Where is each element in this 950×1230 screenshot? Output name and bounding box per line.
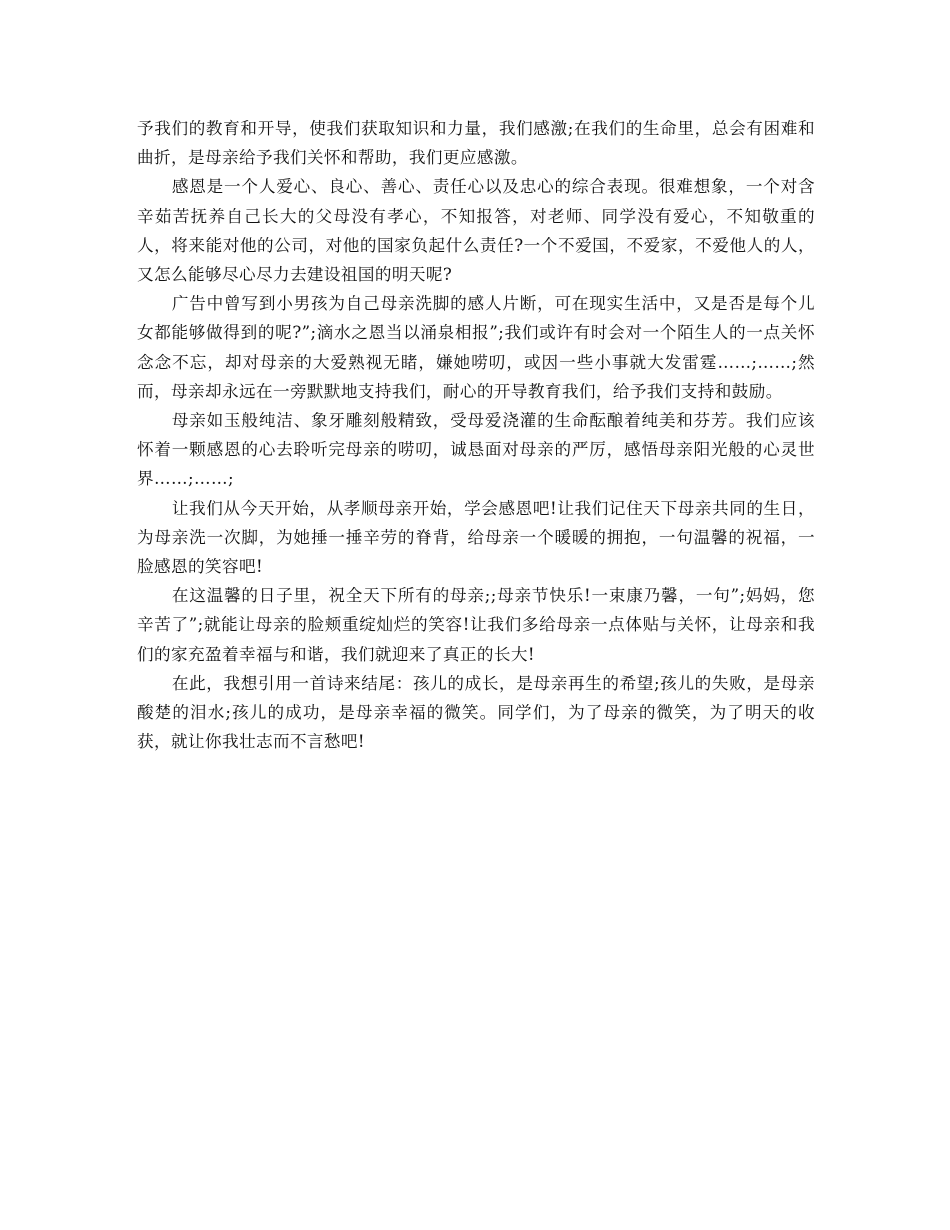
body-text (137, 114, 815, 756)
paragraph-4: 母亲如玉般纯洁、象牙雕刻般精致，受母爱浇灌的生命酝酿着纯美和芬芳。我们应该怀着一颗感恩的心去聆听完母亲的唠叨，诚恳面对母亲的严厉，感悟母亲阳光般的心灵世界……;……; (137, 411, 815, 489)
paragraph-7: 在此，我想引用一首诗来结尾：孩儿的成长，是母亲再生的希望;孩儿的失败，是母亲酸楚的泪水;孩儿的成功，是母亲幸福的微笑。同学们，为了母亲的微笑，为了明天的收获，就让你我壮志而不言愁吧! (137, 673, 815, 752)
paragraph-2: 感恩是一个人爱心、良心、善心、责任心以及忠心的综合表现。很难想象，一个对含辛茹苦抚养自己长大的父母没有孝心，不知报答，对老师、同学没有爱心，不知敬重的人，将来能对他的公司，对他的国家负起什么责任?一个不爱国，不爱家，不爱他人的人，又怎么能够尽心尽力去建设祖国的明天呢? (137, 177, 815, 285)
paragraph-3: 广告中曾写到小男孩为自己母亲洗脚的感人片断，可在现实生活中，又是否是每个儿女都能够做得到的呢?”;滴水之恩当以涌泉相报”;我们或许有时会对一个陌生人的一点关怀念念不忘，却对母亲的大爱熟视无睹，嫌她唠叨，或因一些小事就大发雷霆……;……;然而，母亲却永远在一旁默默地支持我们，耐心的开导教育我们，给予我们支持和鼓励。 (137, 294, 815, 401)
paragraph-5: 让我们从今天开始，从孝顺母亲开始，学会感恩吧!让我们记住天下母亲共同的生日，为母亲洗一次脚，为她捶一捶辛劳的脊背，给母亲一个暖暖的拥抱，一句温馨的祝福，一脸感恩的笑容吧! (137, 498, 815, 577)
paragraph-6: 在这温馨的日子里，祝全天下所有的母亲;;母亲节快乐!一束康乃馨，一句”;妈妈，您辛苦了”;就能让母亲的脸颊重绽灿烂的笑容!让我们多给母亲一点体贴与关怀，让母亲和我们的家充盈着幸福与和谐，我们就迎来了真正的长大! (137, 586, 815, 664)
paragraph-1: 予我们的教育和开导，使我们获取知识和力量，我们感激;在我们的生命里，总会有困难和曲折，是母亲给予我们关怀和帮助，我们更应感激。 (137, 119, 815, 168)
